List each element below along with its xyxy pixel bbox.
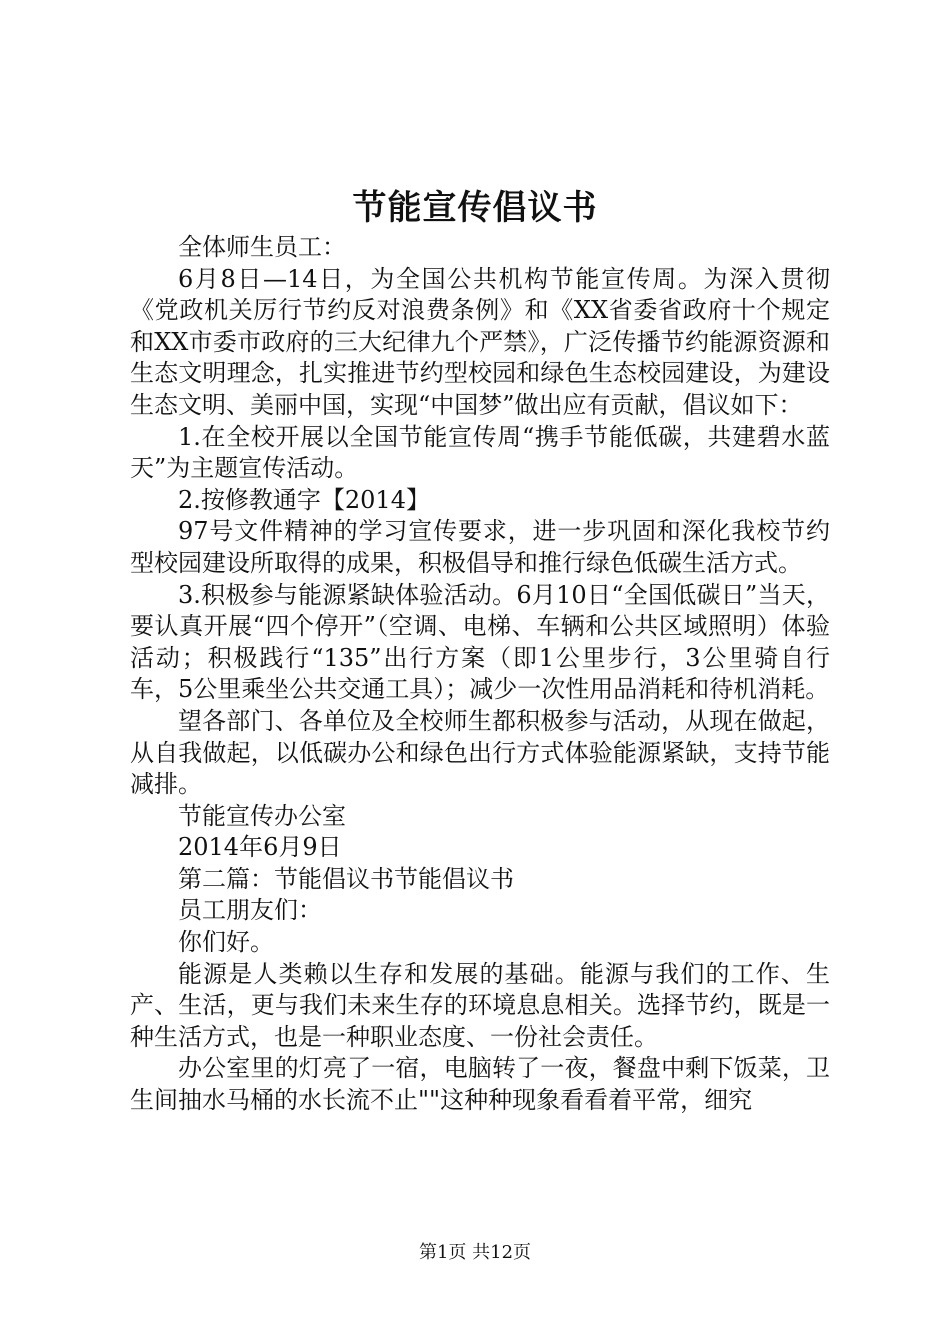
signature-date: 2014年6月9日 (178, 833, 342, 862)
document-body (130, 232, 830, 1117)
paragraph: 97号文件精神的学习宣传要求，进一步巩固和深化我校节约型校园建设所取得的成果，积极倡导和推行绿色低碳生活方式。 (130, 517, 830, 577)
signature-office: 节能宣传办公室 (178, 801, 346, 830)
paragraph: 办公室里的灯亮了一宿，电脑转了一夜，餐盘中剩下饭菜，卫生间抽水马桶的水长流不止""这种种现象看看着平常，细究 (130, 1054, 830, 1115)
paragraph: 望各部门、各单位及全校师生都积极参与活动，从现在做起，从自我做起，以低碳办公和绿色出行方式体验能源紧缺，支持节能减排。 (130, 706, 830, 799)
page-number: 第1页 共12页 (418, 1242, 532, 1263)
paragraph: 6月8日—14日，为全国公共机构节能宣传周。为深入贯彻《党政机关厉行节约反对浪费条例》和《XX省委省政府十个规定和XX市委市政府的三大纪律九个严禁》，广泛传播节约能源资源和生态文明理念，扎实推进节约型校园和绿色生态校园建设，为建设生态文明、美丽中国，实现“中国梦”做出应有贡献，倡议如下： (130, 264, 830, 419)
paragraph: 能源是人类赖以生存和发展的基础。能源与我们的工作、生产、生活，更与我们未来生存的环境息息相关。选择节约，既是一种生活方式，也是一种职业态度、一份社会责任。 (130, 959, 830, 1051)
document-title: 节能宣传倡议书 (352, 188, 598, 228)
paragraph-salutation: 全体师生员工： (178, 233, 346, 261)
section-heading: 第二篇：节能倡议书节能倡议书 (178, 864, 514, 893)
paragraph: 1.在全校开展以全国节能宣传周“携手节能低碳，共建碧水蓝天”为主题宣传活动。 (130, 422, 830, 483)
paragraph: 3.积极参与能源紧缺体验活动。6月10日“全国低碳日”当天，要认真开展“四个停开”（空调、电梯、车辆和公共区域照明）体验活动；积极践行“135”出行方案（即1公里步行，3公里骑自行车，5公里乘坐公共交通工具）；减少一次性用品消耗和待机消耗。 (130, 580, 830, 704)
paragraph-greeting: 你们好。 (178, 928, 274, 957)
paragraph-salutation: 员工朋友们： (178, 896, 322, 925)
paragraph: 2.按修教通字【2014】 (178, 485, 430, 514)
